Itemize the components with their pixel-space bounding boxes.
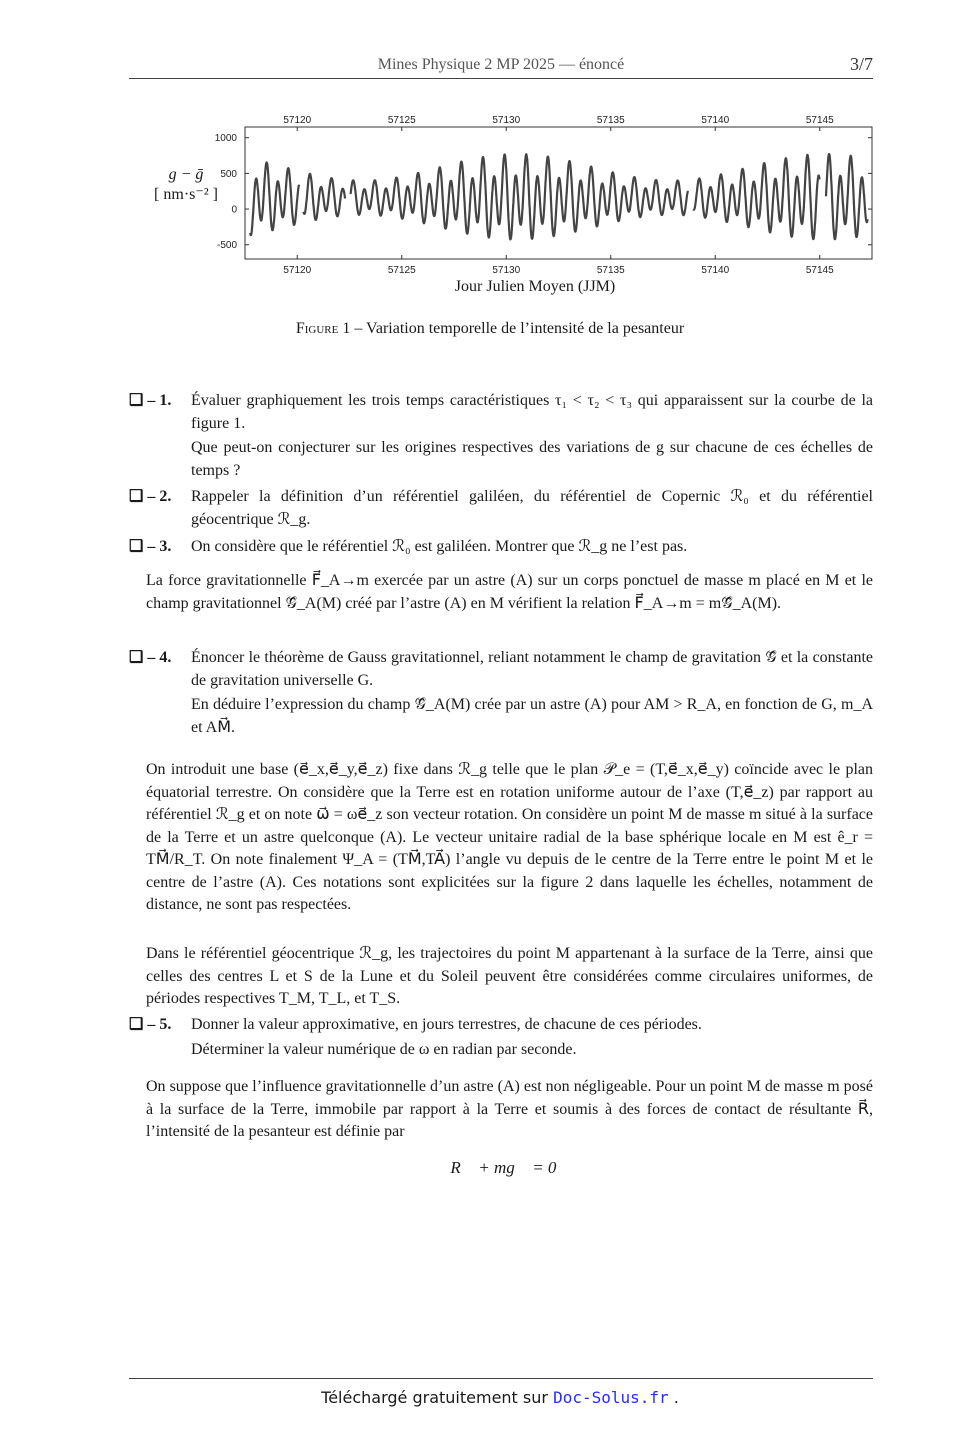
x-tick-label-bottom: 57145 [805,265,834,275]
y-tick-label: 500 [220,168,237,180]
question-marker: ❑ – 3. [129,538,172,555]
y-tick-label: -500 [216,240,237,252]
x-tick-label-bottom: 57135 [596,265,625,275]
chart-x-label: Jour Julien Moyen (JJM) [454,278,616,295]
chart-y-unit: [ nm·s⁻² ] [154,186,218,203]
paragraph-gravity-definition: On suppose que l’influence gravitationnelle d’un astre (A) est non négligeable. Pour un point M de masse m posé à la surface de la Terre, immobile par rapport à la Terre et soumis à des forces de contact de résultante R⃗, l’intensité de la pesanteur est définie par [146,1078,873,1140]
x-tick-label-bottom: 57140 [701,265,730,275]
page-number: 3/7 [849,54,873,74]
x-tick-label-top: 57145 [805,115,834,126]
figure-1 [140,105,880,305]
question-text: Rappeler la définition d’un référentiel galiléen, du référentiel de Copernic ℛ₀ et du référentiel géocentrique ℛ_g. [191,488,873,528]
figure-caption [0,320,980,338]
question-3 [129,536,873,559]
question-text: Donner la valeur approximative, en jours terrestres, de chacune de ces périodes. [191,1016,702,1033]
question-marker: ❑ – 2. [129,488,172,505]
chart-y-label-text: g − ḡ [168,166,204,183]
x-tick-label-top: 57130 [492,115,521,126]
equation: R⃗ + mg⃗ = 0⃗ [450,1158,570,1177]
x-tick-label-bottom: 57130 [492,265,521,275]
paragraph-basis: On introduit une base (e⃗_x,e⃗_y,e⃗_z) fixe dans ℛ_g telle que le plan 𝒫_e = (T,e⃗_x,e⃗_y) coïncide avec le plan équatorial terrestre. On considère que la Terre est en rotation uniforme autour de l’axe (T,e⃗_z) par rapport au référentiel ℛ_g et on note ω⃗ = ωe⃗_z son vecteur rotation. On considère un point M de masse m situé à la surface de la Terre et un astre quelconque (A). Le vecteur unitaire radial de la base sphérique locale en M est ê_r = TM⃗/R_T. On note finalement Ψ_A = (TM⃗,TA⃗) l’angle vu depuis de le centre de la Terre entre le point M et le centre de l’astre (A). Ces notations sont explicitées sur la figure 2 dans laquelle les échelles, notamment de distance, ne sont pas respectées. [146,761,873,913]
paragraph-gravity-force: La force gravitationnelle F⃗_A→m exercée par un astre (A) sur un corps ponctuel de masse m placé en M et le champ gravitationnel 𝒢⃗_A(M) créé par l’astre (A) en M vérifient la relation F⃗_A→m = m𝒢⃗_A(M). [146,572,873,612]
gravity-chart [140,105,880,275]
y-tick-label: 1000 [214,133,237,145]
paragraph-trajectories: Dans le référentiel géocentrique ℛ_g, les trajectoires du point M appartenant à la surface de la Terre, ainsi que celles des centres L et S de la Lune et du Soleil peuvent être considérées comme circulaires uniformes, de périodes respectives T_M, T_L, et T_S. [146,945,873,1007]
question-subtext: En déduire l’expression du champ 𝒢⃗_A(M) crée par un astre (A) pour AM > R_A, en fonction de G, m_A et AM⃗. [191,696,873,736]
question-subtext: Déterminer la valeur numérique de ω en radian par seconde. [191,1040,577,1058]
x-tick-label-bottom: 57120 [283,265,312,275]
footer-dot: . [668,1388,679,1407]
question-marker: ❑ – 5. [129,1016,172,1033]
header-title: Mines Physique 2 MP 2025 — énoncé [377,56,625,73]
question-marker: ❑ – 4. [129,649,172,666]
question-marker: ❑ – 1. [129,392,172,409]
question-5 [129,1014,873,1061]
question-text: Énoncer le théorème de Gauss gravitationnel, reliant notamment le champ de gravitation 𝒢⃗ et la constante de gravitation universelle G. [191,649,873,689]
question-2 [129,486,873,531]
x-tick-label-top: 57125 [387,115,416,126]
question-subtext: Que peut-on conjecturer sur les origines respectives des variations de g sur chacune de ces échelles de temps ? [191,439,873,479]
x-tick-label-bottom: 57125 [387,265,416,275]
footer-text: Téléchargé gratuitement sur [321,1388,554,1407]
question-text: On considère que le référentiel ℛ₀ est galiléen. Montrer que ℛ_g ne l’est pas. [191,538,688,555]
question-1 [129,390,873,482]
x-tick-label-top: 57140 [701,115,730,126]
caption-label: Figure 1 [295,320,351,337]
page-header [129,52,873,79]
y-tick-label: 0 [231,204,237,216]
x-tick-label-top: 57120 [283,115,312,126]
caption-text: – Variation temporelle de l’intensité de la pesanteur [350,320,685,337]
page-footer [0,1388,980,1407]
x-tick-label-top: 57135 [596,115,625,126]
question-4 [129,647,873,739]
footer-link[interactable]: Doc-Solus.fr [553,1388,669,1407]
series-line [250,154,867,239]
footer-divider [129,1378,873,1379]
question-text: Évaluer graphiquement les trois temps caractéristiques τ₁ < τ₂ < τ₃ qui apparaissent sur la courbe de la figure 1. [191,392,873,432]
